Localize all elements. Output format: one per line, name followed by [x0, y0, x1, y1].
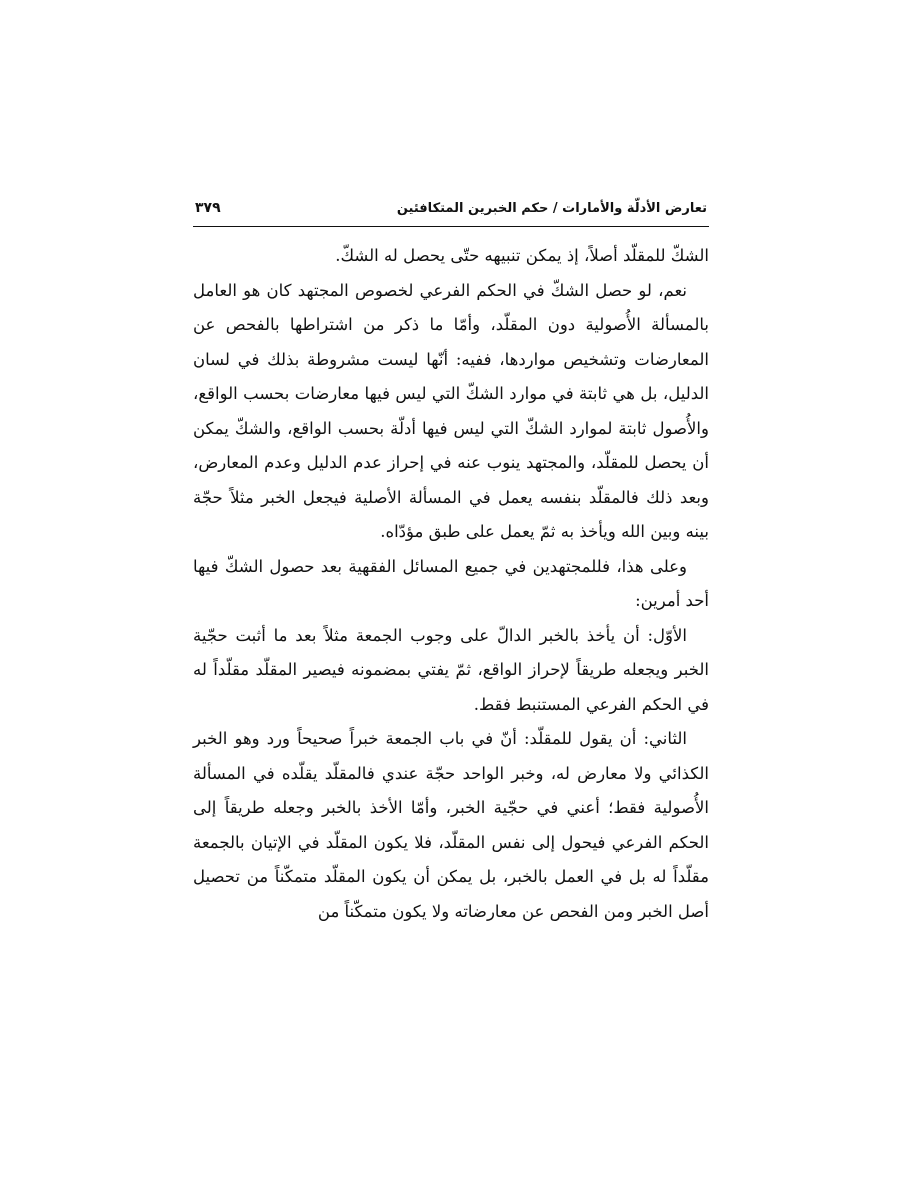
- header-rule: [193, 226, 709, 227]
- paragraph-2: نعم، لو حصل الشكّ في الحكم الفرعي لخصوص المجتهد كان هو العامل بالمسألة الأُصولية دون المقلّد، وأمّا ما ذكر من اشتراطها بالفحص عن المعارضات وتشخيص مواردها، ففيه: أنّها ليست مشروطة بذلك في لسان الدليل، بل هي ثابتة في موارد الشكّ التي ليس فيها معارضات بحسب الواقع، والأُصول ثابتة لموارد الشكّ التي ليس فيها أدلّة بحسب الواقع، والشكّ يمكن أن يحصل للمقلّد، والمجتهد ينوب عنه في إحراز عدم الدليل وعدم المعارض، وبعد ذلك فالمقلّد بنفسه يعمل في المسألة الأصلية فيجعل الخبر مثلاً حجّة بينه وبين الله ويأخذ به ثمّ يعمل على طبق مؤدّاه.: [193, 280, 709, 541]
- document-page: [193, 200, 709, 929]
- page-number: ٣٧٩: [195, 200, 221, 216]
- paragraph-5: الثاني: أن يقول للمقلّد: أنّ في باب الجمعة خبراً صحيحاً ورد وهو الخبر الكذائي ولا معارض له، وخبر الواحد حجّة عندي فالمقلّد يقلّده في المسألة الأُصولية فقط؛ أعني في حجّية الخبر، وأمّا الأخذ بالخبر وجعله طريقاً إلى الحكم الفرعي فيحول إلى نفس المقلّد، فلا يكون المقلّد في الإتيان بالجمعة مقلّداً له بل في العمل بالخبر، بل يمكن أن يكون المقلّد متمكّناً من تحصيل أصل الخبر ومن الفحص عن معارضاته ولا يكون متمكّناً من: [193, 729, 709, 921]
- body-text: [193, 239, 709, 929]
- paragraph-4: الأوّل: أن يأخذ بالخبر الدالّ على وجوب الجمعة مثلاً بعد ما أثبت حجّية الخبر ويجعله طريقاً لإحراز الواقع، ثمّ يفتي بمضمونه فيصير المقلّد مقلّداً له في الحكم الفرعي المستنبط فقط.: [193, 625, 709, 714]
- paragraph-1: الشكّ للمقلّد أصلاً، إذ يمكن تنبيهه حتّى يحصل له الشكّ.: [335, 246, 709, 265]
- running-header: [193, 200, 709, 226]
- paragraph-3: وعلى هذا، فللمجتهدين في جميع المسائل الفقهية بعد حصول الشكّ فيها أحد أمرين:: [193, 556, 709, 610]
- running-title: تعارض الأدلّة والأمارات / حكم الخبرين المتكافئين: [396, 201, 707, 216]
